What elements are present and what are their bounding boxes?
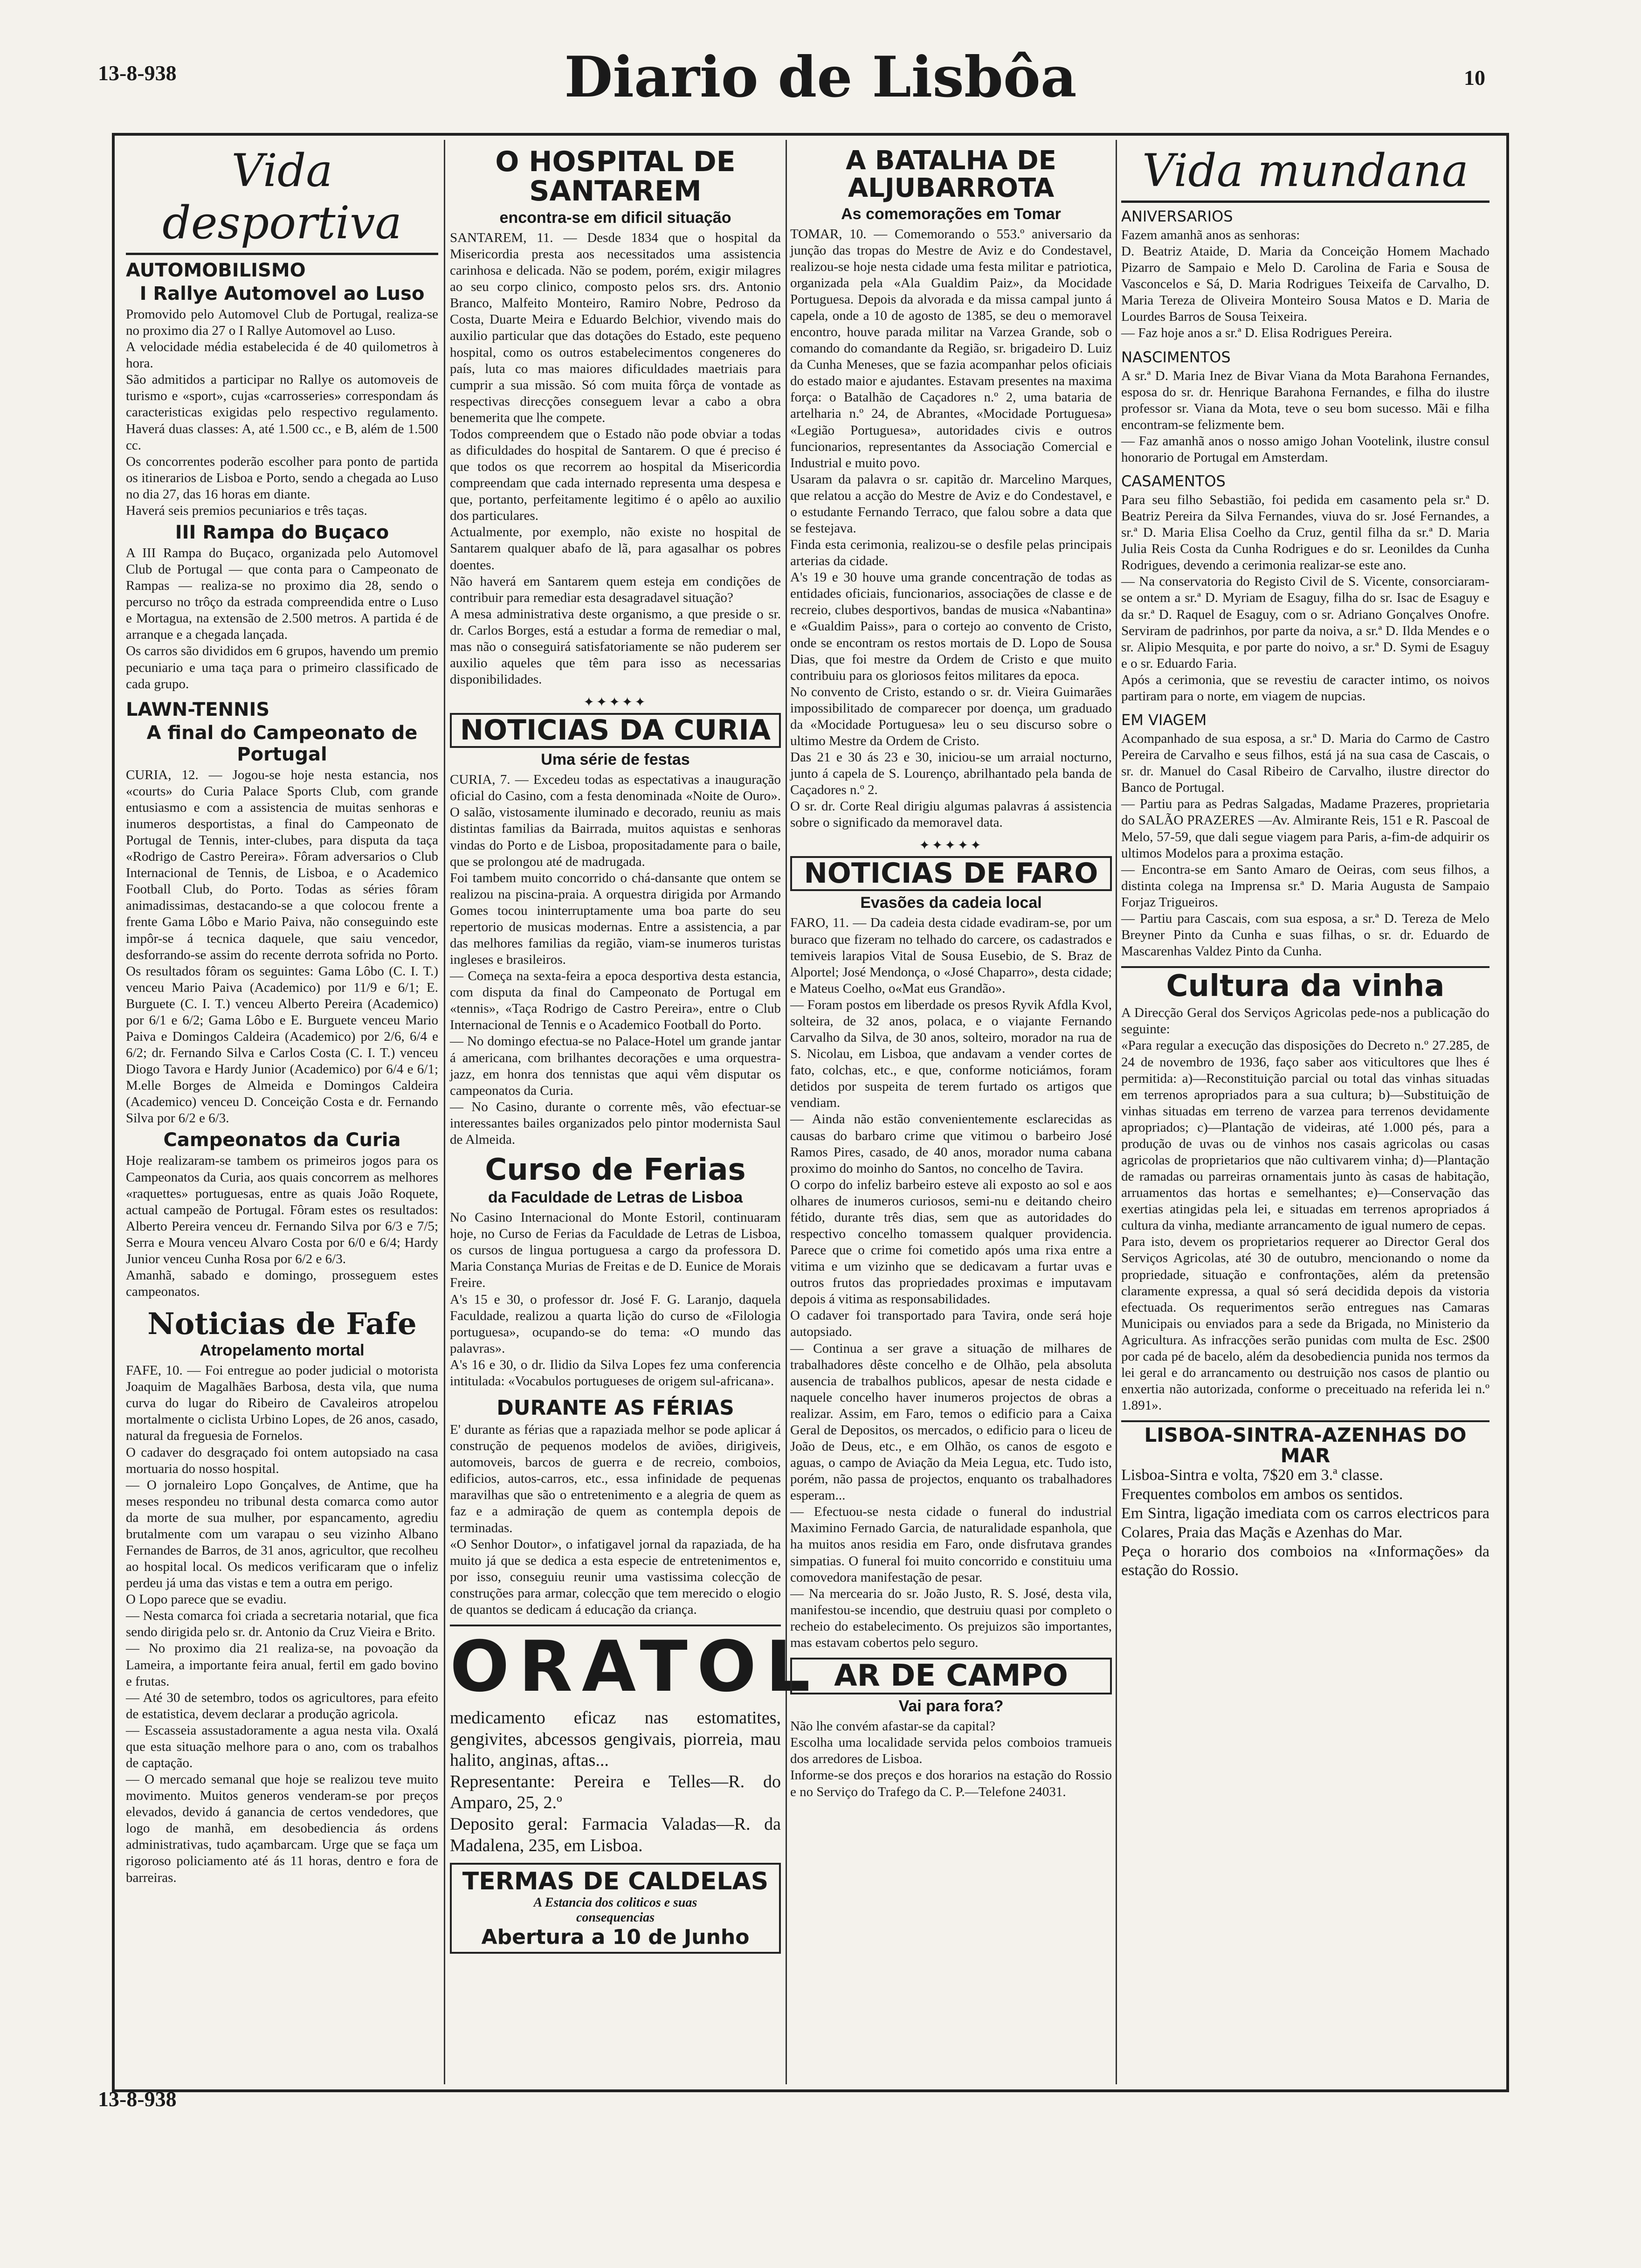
ornament-divider: ✦✦✦✦✦ [583, 695, 648, 710]
article-title: Curso de Ferias [485, 1152, 746, 1187]
ad-subtitle: Vai para fora? [898, 1697, 1004, 1715]
ad-title: AR DE CAMPO [790, 1658, 1112, 1694]
column-rule [1116, 140, 1117, 2084]
section-label: EM VIAGEM [1121, 711, 1207, 729]
article-title: NOTICIAS DE FARO [790, 856, 1112, 891]
column-2 [450, 145, 820, 2081]
article-title: Campeonatos da Curia [163, 1129, 401, 1151]
article-title: A final do Campeonato de Portugal [146, 722, 418, 765]
article-body: A Direcção Geral dos Serviços Agricolas pede-nos a publicação do seguinte: «Para regular a execução das disposições do Decreto n.º 27.285, de 24 de novembro de 1936, faço saber aos viticultores que lhes é permitida: a)—Reconstituição parcial ou total das vinhas situadas em terrenos apropriados para a sua cultura; b)—Substituição de vinhas situadas em terreno de varzea para terrenos devidamente apropriados; c)—Plantação de videiras, até 1.000 pés, para a produção de uvas ou de vinhos nos casais agricolas ou casas agricolas de proprietarios que não cultivarem vinha; d)—Plantação de ramadas ou parreiras ornamentais junto às casas de habitação, arruamentos das hortas e semelhantes; e)—Conservação das exertias atingidas pela lei, e situadas em terrenos apropriados á cultura da vinha, mediante arrancamento de igual numero de cepas. Para isto, devem os proprietarios requerer ao Director Geral dos Serviços Agricolas, até 30 de outubro, mencionando o nome da propriedade, situação e confrontações, além da pretensão claramente expressa, a qual só será decidida depois da vistoria efectuada. Os requerimentos serão entregues nas Camaras Municipais ou enviados para a sede da Brigada, no Ministerio da Agricultura. As infracções serão punidas com multa de Esc. 2$00 por cada pé de bacelo, além da desobediencia punida nos termos da lei geral e do arrancamento ou destruição nos casos de plantio ou enxertia não autorizada, conforme o preceituado na referida lei n.º 1.891». [1121, 1005, 1489, 1413]
article-title: I Rallye Automovel ao Luso [139, 283, 425, 304]
section-header-mundana: Vida mundana [1121, 145, 1489, 203]
article-durante-ferias [450, 1396, 781, 1618]
article-body: CURIA, 12. — Jogou-se hoje nesta estancia, nos «courts» do Curia Palace Sports Club, com grande entusiasmo e com a assistencia de muitas senhoras e inumeros desportistas, a final do Campeonato de Portugal de Tennis, inter-clubes, para disputa da taça «Rodrigo de Castro Pereira». Fôram adversarios o Club Internacional de Tennis, de Lisboa, e o Academico Football Club, do Porto. Todas as séries fôram animadissimas, destacando-se a que colocou frente a frente Gama Lôbo e Mario Paiva, não conseguindo este impôr-se á tecnica daquele, que saiu vencedor, desforrando-se assim do recente derrota sofrida no Porto. Os resultados fôram os seguintes: Gama Lôbo (C. I. T.) venceu Mario Paiva (Academico) por 11/9 e 6/1; E. Burguete (C. I. T.) venceu Alberto Pereira (Academico) por 6/1 e 6/2; Gama Lôbo e E. Burguete venceu Mario Paiva e Domingos Caldeira (Academico) por 2/6, 6/4 e 6/2; dr. Fernando Silva e Carlos Costa (C. I. T.) venceu Diogo Tavora e Hardy Junior (Academico) por 6/4 e 6/1; M.elle Borges de Almeida e Domingos Caldeira (Academico) venceu D. Conceição Costa e dr. Fernando Silva por 6/2 e 6/3. [126, 767, 438, 1126]
section-label: ANIVERSARIOS [1121, 207, 1233, 225]
article-title: Cultura da vinha [1121, 966, 1489, 1002]
article-body: CURIA, 7. — Excedeu todas as espectativas a inauguração oficial do Casino, com a festa denominada «Noite de Ouro». O salão, vistosamente iluminado e decorado, reuniu as mais distintas familias da Bairrada, muitos aquistas e senhoras vindas do Porto e de Lisboa, propositadamente para o baile, que se prolongou até de madrugada. Foi tambem muito concorrido o chá-dansante que ontem se realizou na piscina-praia. A orquestra dirigida por Armando Gomes tocou ininterruptamente uma boa parte do seu repertorio de musicas modernas. Entre a assistencia, a par das melhores familias da região, viam-se inumeros turistas ingleses e brasileiros. — Começa na sexta-feira a epoca desportiva desta estancia, com disputa da final do Campeonato de Portugal em «tennis», «Taça Rodrigo de Castro Pereira», entre o Club Internacional de Tennis e o Academico Football do Porto. — No domingo efectua-se no Palace-Hotel um grande jantar á americana, com brilhantes decorações e uma orquestra-jazz, em honra dos tennistas que aqui vêm disputar os campeonatos da Curia. — No Casino, durante o corrente mês, vão efectuar-se interessantes bailes organizados pelo pintor modernista Saul de Almeida. [450, 772, 781, 1147]
section-body: Acompanhado de sua esposa, a sr.ª D. Maria do Carmo de Castro Pereira de Carvalho e seus filhos, está já na sua casa de Cascais, o sr. dr. Manuel do Casal Ribeiro de Carvalho, ilustre director do Banco de Portugal. — Partiu para as Pedras Salgadas, Madame Prazeres, proprietaria do SALÃO PRAZERES —Av. Almirante Reis, 151 e R. Pascoal de Melo, 57-59, que dali segue viagem para Paris, a-fim-de adquirir os ultimos Modelos para a proxima estação. — Encontra-se em Santo Amaro de Oeiras, com seus filhos, a distinta colega na Imprensa sr.ª D. Maria Augusta de Sampaio Forjaz Trigueiros. — Partiu para Cascais, com sua esposa, a sr.ª D. Tereza de Melo Breyner Pinto da Cunha e suas filhas, o sr. dr. Eduardo de Mascarenhas Valdez Pinto da Cunha. [1121, 731, 1489, 959]
section-label: CASAMENTOS [1121, 472, 1226, 491]
article-title: NOTICIAS DA CURIA [450, 713, 781, 748]
article-automobilismo [126, 260, 438, 692]
article-title: Noticias de Fafe [147, 1307, 417, 1342]
article-subtitle: encontra-se em dificil situação [499, 209, 731, 227]
article-santarem [450, 147, 781, 688]
section-body: Fazem amanhã anos as senhoras: D. Beatriz Ataide, D. Maria da Conceição Homem Machado Pizarro de Sampaio e Melo D. Carolina de Faria e Sousa de Vasconcelos e Sá, D. Maria Rodrigues Teixeifa de Carvalho, D. Maria Tereza de Oliveira Monteiro Sousa Matos e D. Maria de Lourdes Barros de Sousa Teixeira. — Faz hoje anos a sr.ª D. Elisa Rodrigues Pereira. [1121, 228, 1489, 341]
article-fafe [126, 1307, 438, 1886]
ad-lisboa-sintra [1121, 1420, 1489, 1580]
section-label: LAWN-TENNIS [126, 698, 270, 720]
article-title: DURANTE AS FÉRIAS [496, 1396, 734, 1420]
masthead-title: Diario de Lisbôa [564, 44, 1077, 110]
ad-title: TERMAS DE CALDELAS [462, 1867, 769, 1896]
article-title: A BATALHA DE ALJUBARROTA [846, 145, 1056, 203]
section-aniversarios [1121, 207, 1489, 342]
masthead-date: 13-8-938 [98, 61, 177, 85]
section-label: NASCIMENTOS [1121, 348, 1231, 366]
article-curso-ferias [450, 1152, 781, 1390]
column-rule [786, 140, 787, 2084]
column-1 [126, 145, 438, 2081]
article-subtitle: As comemorações em Tomar [841, 205, 1061, 223]
article-title: III Rampa do Buçaco [175, 522, 389, 544]
ad-text: medicamento eficaz nas estomatites, gengivites, abcessos gengivais, piorreia, mau halito, anginas, aftas... Representante: Pereira e Telles—R. do Amparo, 25, 2.º Deposito geral: Farmacia Valadas—R. da Madalena, 235, em Lisboa. [450, 1708, 781, 1855]
article-body: TOMAR, 10. — Comemorando o 553.º aniversario da junção das tropas do Mestre de Aviz e do Condestavel, realizou-se hoje nesta cidade uma festa militar e patriotica, organizada pela «Ala Gualdim Paiz», da Mocidade Portuguesa. Depois da alvorada e da missa campal junto á capela, onde a 10 de agosto de 1385, se deu o memoravel encontro, houve parada militar na Varzea Grande, sob o comando do comandante da Região, sr. brigadeiro D. Luiz da Cunha Meneses, que se fazia acompanhar pelos oficiais do estado maior e ajudantes. Estavam presentes na maxima força: o Batalhão de Caçadores n.º 2, uma bataria de artelharia n.º 24, de Abrantes, «Mocidade Portuguesa» «Legião Portuguesa», autoridades civis e outros funcionarios, representantes da Associação Comercial e Industrial e muito povo. Usaram da palavra o sr. capitão dr. Marcelino Marques, que relatou a acção do Mestre de Aviz e do Condestavel, e o estudante Fernando Terraco, que falou sobre a data que se festejava. Finda esta cerimonia, realizou-se o desfile pelas principais arterias da cidade. A's 19 e 30 houve uma grande concentração de todas as entidades oficiais, funcionarios, associações de classe e de recreio, clubes desportivos, bandas de musica «Nabantina» e «Gualdim Paiss», para o cortejo ao convento de Cristo, onde se encontram os restos mortais de D. Lopo de Sousa Dias, que foi mestre da Ordem de Cristo e que muito contribuiu para os gloriosos feitos militares da epoca. No convento de Cristo, estando o sr. dr. Vieira Guimarães impossibilitado de comparecer por doença, um graduado da «Mocidade Portuguesa» leu o seu discurso sobre o ultimo Mestre da Ordem de Cristo. Das 21 e 30 ás 23 e 30, iniciou-se um arraial nocturno, junto á capela de S. Lourenço, abrilhantado pela banda de Caçadores n.º 2. O sr. dr. Corte Real dirigiu algumas palavras á assistencia sobre o significado da memoravel data. [790, 226, 1112, 830]
article-body: SANTAREM, 11. — Desde 1834 que o hospital da Misericordia presta aos necessitados uma assistencia carinhosa e delicada. Não se podem, porém, exigir milagres ao seu corpo clinico, composto pelos srs. drs. Antonio Branco, Malfeito Monteiro, Ramiro Nobre, Pedroso da Costa, Duarte Meira e Eduardo Belchior, vivendo mais do auxilio particular que das dotações do Estado, este pequeno hospital, como os outros estabelecimentos congeneres do país, luta co mas maiores dificuldades maetriais para cumprir a sua missão. Só com muita fôrça de vontade as respectivas direcções conseguem levar a cabo a obra benemerita que lhe compete. Todos compreendem que o Estado não pode obviar a todas as dificuldades do hospital de Santarem. O que é preciso é que todos os que recorrem ao hospital da Misericordia compreendam que cada internado representa uma despesa e que, portanto, perfeitamente legitimo é o apêlo ao auxilio dos particulares. Actualmente, por exemplo, não existe no hospital de Santarem qualquer abafo de lã, para agasalhar os pobres doentes. Não haverá em Santarem quem esteja em condições de contribuir para remediar esta desagradavel situação? A mesa administrativa deste organismo, a que preside o sr. dr. Carlos Borges, está a estudar a forma de remediar o mal, mas não o conseguirá satisfatoriamente se não puderem ser auxilio aqueles que têm para isso as necessarias disponibilidades. [450, 230, 781, 687]
article-body: Hoje realizaram-se tambem os primeiros jogos para os Campeonatos da Curia, aos quais concorrem as melhores «raquettes» portuguesas, entre as quais João Roquete, actual campeão de Portugal. Fôram estes os resultados: Alberto Pereira venceu dr. Fernando Silva por 6/3 e 7/5; Serra e Moura venceu Alvaro Costa por 6/0 e 6/4; Hardy Junior venceu Cunha Rosa por 6/2 e 6/3. Amanhã, sabado e domingo, prosseguem estes campeonatos. [126, 1153, 438, 1300]
section-label: AUTOMOBILISMO [126, 260, 306, 281]
ad-body: Não lhe convém afastar-se da capital? Escolha uma localidade servida pelos comboios tramueis dos arredores de Lisboa. Informe-se dos preços e dos horarios na estação do Rossio e no Serviço do Trafego da C. P.—Telefone 24031. [790, 1719, 1112, 1799]
article-title: O HOSPITAL DE SANTAREM [495, 145, 736, 207]
article-body: E' durante as férias que a rapaziada melhor se pode aplicar á construção de pequenos modelos de aviões, dirigiveis, automoveis, barcos de guerra e de recreio, comboios, edificios, autos-carros, etc., essa infinidade de pequenas maravilhas que são o entretenimento e a alegria de quem as faz e a admiração de quem as contempla depois de terminadas. «O Senhor Doutor», o infatigavel jornal da rapaziada, de ha muito já que se dedica a esta especie de entretenimentos e, por isso, conseguiu reunir uma vastissima colecção de construções para armar, colecção que tem merecido o elogio de quantos se dedicam á educação da criança. [450, 1422, 781, 1617]
article-subtitle: da Faculdade de Letras de Lisboa [488, 1189, 743, 1207]
footer-date: 13-8-938 [98, 2087, 177, 2111]
article-body: A III Rampa do Buçaco, organizada pelo Automovel Club de Portugal — que conta para o Campeonato de Rampas — realiza-se no proximo dia 28, sendo o percurso no trôço da estrada compreendida entre o Luso e Mortagua, na extensão de 2.500 metros. A partida é de arranque e a chegada lançada. Os carros são divididos em 6 grupos, havendo um premio pecuniario e uma taça para o primeiro classificado de cada grupo. [126, 546, 438, 691]
article-subtitle: Evasões da cadeia local [860, 894, 1042, 912]
ad-oratol [450, 1625, 820, 1856]
column-4 [1121, 145, 1489, 2081]
section-casamentos [1121, 472, 1489, 705]
section-nascimentos [1121, 348, 1489, 466]
ad-subtitle: A Estancia dos coliticos e suas consequencias [533, 1895, 697, 1925]
section-em-viagem [1121, 711, 1489, 960]
article-body: FARO, 11. — Da cadeia desta cidade evadiram-se, por um buraco que fizeram no telhado do carcere, os cadastrados e temiveis larapios Vital de Sousa Eusebio, de S. Braz de Alportel; José Mendonça, o «José Chaparro», desta cidade; e Mateus Coelho, o«Mat eus Grandão». — Foram postos em liberdade os presos Ryvik Afdla Kvol, solteira, de 32 anos, polaca, e o viajante Fernando Carvalho da Silva, de 30 anos, solteiro, morador na rua de S. Nicolau, em Lisboa, que andavam a vender cortes de fato, colchas, etc., e que, conforme noticiámos, foram detidos por suspeita de terem furtado os artigos que vendiam. — Ainda não estão convenientemente esclarecidas as causas do barbaro crime que vitimou o barbeiro José Ramos Pires, casado, de 40 anos, morador numa cabana proximo do moinho do Santos, no concelho de Tavira. O corpo do infeliz barbeiro esteve ali exposto ao sol e aos olhares de inumeros curiosos, semi-nu e deitando cheiro fétido, durante três dias, sem que as autoridades do respectivo concelho tomassem qualquer providencia. Parece que o crime foi cometido após uma rixa entre a vitima e um vizinho que se dedicavam a furtar uvas e outros frutos das propriedades proximas e imputavam depois á vitima as responsabilidades. O cadaver foi transportado para Tavira, onde será hoje autopsiado. — Continua a ser grave a situação de milhares de trabalhadores dêste concelho e de Olhão, pela absoluta ausencia de trabalhos publicos, apesar de nesta cidade e naquele concelho haver inumeros projectos de obras a realizar. Assim, em Faro, temos o edificio para a Caixa Geral de Depositos, os mercados, o edificio para o liceu de João de Deus, etc., e em Olhão, os canos de esgoto e aguas, o campo de Aviação da Meia Legua, etc. Tudo isto, porém, não passa de projectos, enquanto os trabalhadores esperam... — Efectuou-se nesta cidade o funeral do industrial Maximino Fernado Garcia, de naturalidade espanhola, que ha muitos anos residia em Faro, onde disfrutava grandes simpatias. O funeral foi muito concorrido e constituiu uma comovedora manifestação de pesar. — Na mercearia do sr. João Justo, R. S. José, desta vila, manifestou-se incendio, que destruiu quasi por completo o recheio do estabelecimento. Os prejuizos são importantes, mas estavam cobertos pelo seguro. [790, 915, 1112, 1650]
ad-title: LISBOA-SINTRA-AZENHAS DO MAR [1121, 1420, 1489, 1466]
article-body: Promovido pelo Automovel Club de Portugal, realiza-se no proximo dia 27 o I Rallye Automovel ao Luso. A velocidade média estabelecida é de 40 quilometros à hora. São admitidos a participar no Rallye os automoveis de turismo e «sport», cujas «carrosseries» correspondam ás caracteristicas exigidas pelo respectivo regulamento. Haverá duas classes: A, até 1.500 cc., e B, além de 1.500 cc. Os concorrentes poderão escolher para ponto de partida os itinerarios de Lisboa e Porto, sendo a chegada ao Luso no dia 27, das 16 horas em diante. Haverá seis premios pecuniarios e três taças. [126, 307, 438, 518]
column-rule [444, 140, 445, 2084]
section-body: A sr.ª D. Maria Inez de Bivar Viana da Mota Barahona Fernandes, esposa do sr. dr. Henrique Barahona Fernandes, e filha do ilustre professor sr. Viana da Mota, teve o seu bom sucesso. Mãi e filha encontram-se felizmente bem. — Faz amanhã anos o nosso amigo Johan Vootelink, ilustre consul honorario de Portugal em Amsterdam. [1121, 368, 1489, 465]
ad-body: Lisboa-Sintra e volta, 7$20 em 3.ª classe. Frequentes combolos em ambos os sentidos. Em Sintra, ligação imediata com os carros electricos para Colares, Praia das Maçãs e Azenhas do Mar. Peça o horario dos comboios na «Informações» da estação do Rossio. [1121, 1466, 1489, 1579]
ad-caldelas [450, 1863, 781, 1954]
article-body: No Casino Internacional do Monte Estoril, continuaram hoje, no Curso de Ferias da Faculdade de Letras de Lisboa, os cursos de lingua portuguesa a cargo da professora D. Maria Constança Murias de Freitas e de D. Eunice de Morais Freire. A's 15 e 30, o professor dr. José F. G. Laranjo, daquela Faculdade, realizou a quarta lição do curso de «Filologia portuguesa», ocupando-se do tema: «O mundo das palavras». A's 16 e 30, o dr. Ilidio da Silva Lopes fez uma conferencia intitulada: «Vocabulos portugueses de origem sul-africana». [450, 1210, 781, 1389]
article-subtitle: Atropelamento mortal [200, 1341, 365, 1360]
article-curia [450, 713, 781, 1148]
ad-cta: Abertura a 10 de Junho [481, 1925, 750, 1950]
article-aljubarrota [790, 147, 1112, 831]
article-subtitle: Uma série de festas [541, 751, 690, 769]
column-3 [790, 145, 1112, 2081]
article-body: FAFE, 10. — Foi entregue ao poder judicial o motorista Joaquim de Magalhães Barbosa, desta vila, que numa curva do lugar do Ribeiro de Cavaleiros atropelou mortalmente o ciclista Urbino Lopes, de 26 anos, casado, natural da freguesia de Fornelos. O cadaver do desgraçado foi ontem autopsiado na casa mortuaria do nosso hospital. — O jornaleiro Lopo Gonçalves, de Antime, que ha meses respondeu no tribunal desta comarca como autor da morte de sua mulher, por espancamento, agrediu brutalmente com um varapau o seu vizinho Albano Fernandes de Barros, de 31 anos, agricultor, que recolheu ao hospital local. Os medicos verificaram que o infeliz perdeu já uma das vistas e tem a outra em perigo. O Lopo parece que se evadiu. — Nesta comarca foi criada a secretaria notarial, que fica sendo dirigida pelo sr. dr. Antonio da Cruz Vieira e Brito. — No proximo dia 21 realiza-se, na povoação da Lameira, a importante feira anual, fertil em gado bovino e frutas. — Até 30 de setembro, todos os agricultores, para efeito de estatistica, devem declarar a produção agricola. — Escasseia assustadoramente a agua nesta vila. Oxalá que esta situação melhore para o ano, com os trabalhos de captação. — O mercado semanal que hoje se realizou teve muito movimento. Muitos generos venderam-se por preços elevados, devido á ganancia de certos vendedores, que logo de manhã, em desobediencia ás ordens administrativas, tudo açambarcam. Urge que se faça um rigoroso policiamento até ás 11 horas, dentro e fora de barreiras. [126, 1363, 438, 1885]
section-body: Para seu filho Sebastião, foi pedida em casamento pela sr.ª D. Beatriz Pereira da Silva Fernandes, viuva do sr. José Fernandes, a sr.ª D. Maria Elisa Coelho da Cruz, gentil filha da sr.ª D. Maria Julia Reis Costa da Cunha Rodrigues e do sr. Leonildes da Cunha Rodrigues, devendo a cerimonia realizar-se este ano. — Na conservatoria do Registo Civil de S. Vicente, consorciaram-se ontem a sr.ª D. Myriam de Esaguy, filha do sr. Isac de Esaguy e da sr.ª D. Raquel de Esaguy, com o sr. Adriano Gonçalves Onofre. Serviram de padrinhos, por parte da noiva, a sr.ª D. Ilda Mendes e o sr. Alipio Mesquita, e por parte do noivo, a sr.ª D. Symi de Esaguy e o sr. Eduardo Faria. Após a cerimonia, que se revestiu de caracter intimo, os noivos partiram para o norte, em viagem de nupcias. [1121, 492, 1489, 704]
ad-brand: ORATOL [450, 1625, 781, 1708]
ad-ar-de-campo [790, 1658, 1112, 1800]
article-lawn-tennis [126, 699, 438, 1300]
article-faro [790, 856, 1112, 1651]
section-header-desportiva: Vida desportiva [126, 145, 438, 255]
article-cultura-vinha [1121, 966, 1489, 1414]
ornament-divider: ✦✦✦✦✦ [919, 838, 983, 853]
page-number: 10 [1464, 66, 1485, 90]
